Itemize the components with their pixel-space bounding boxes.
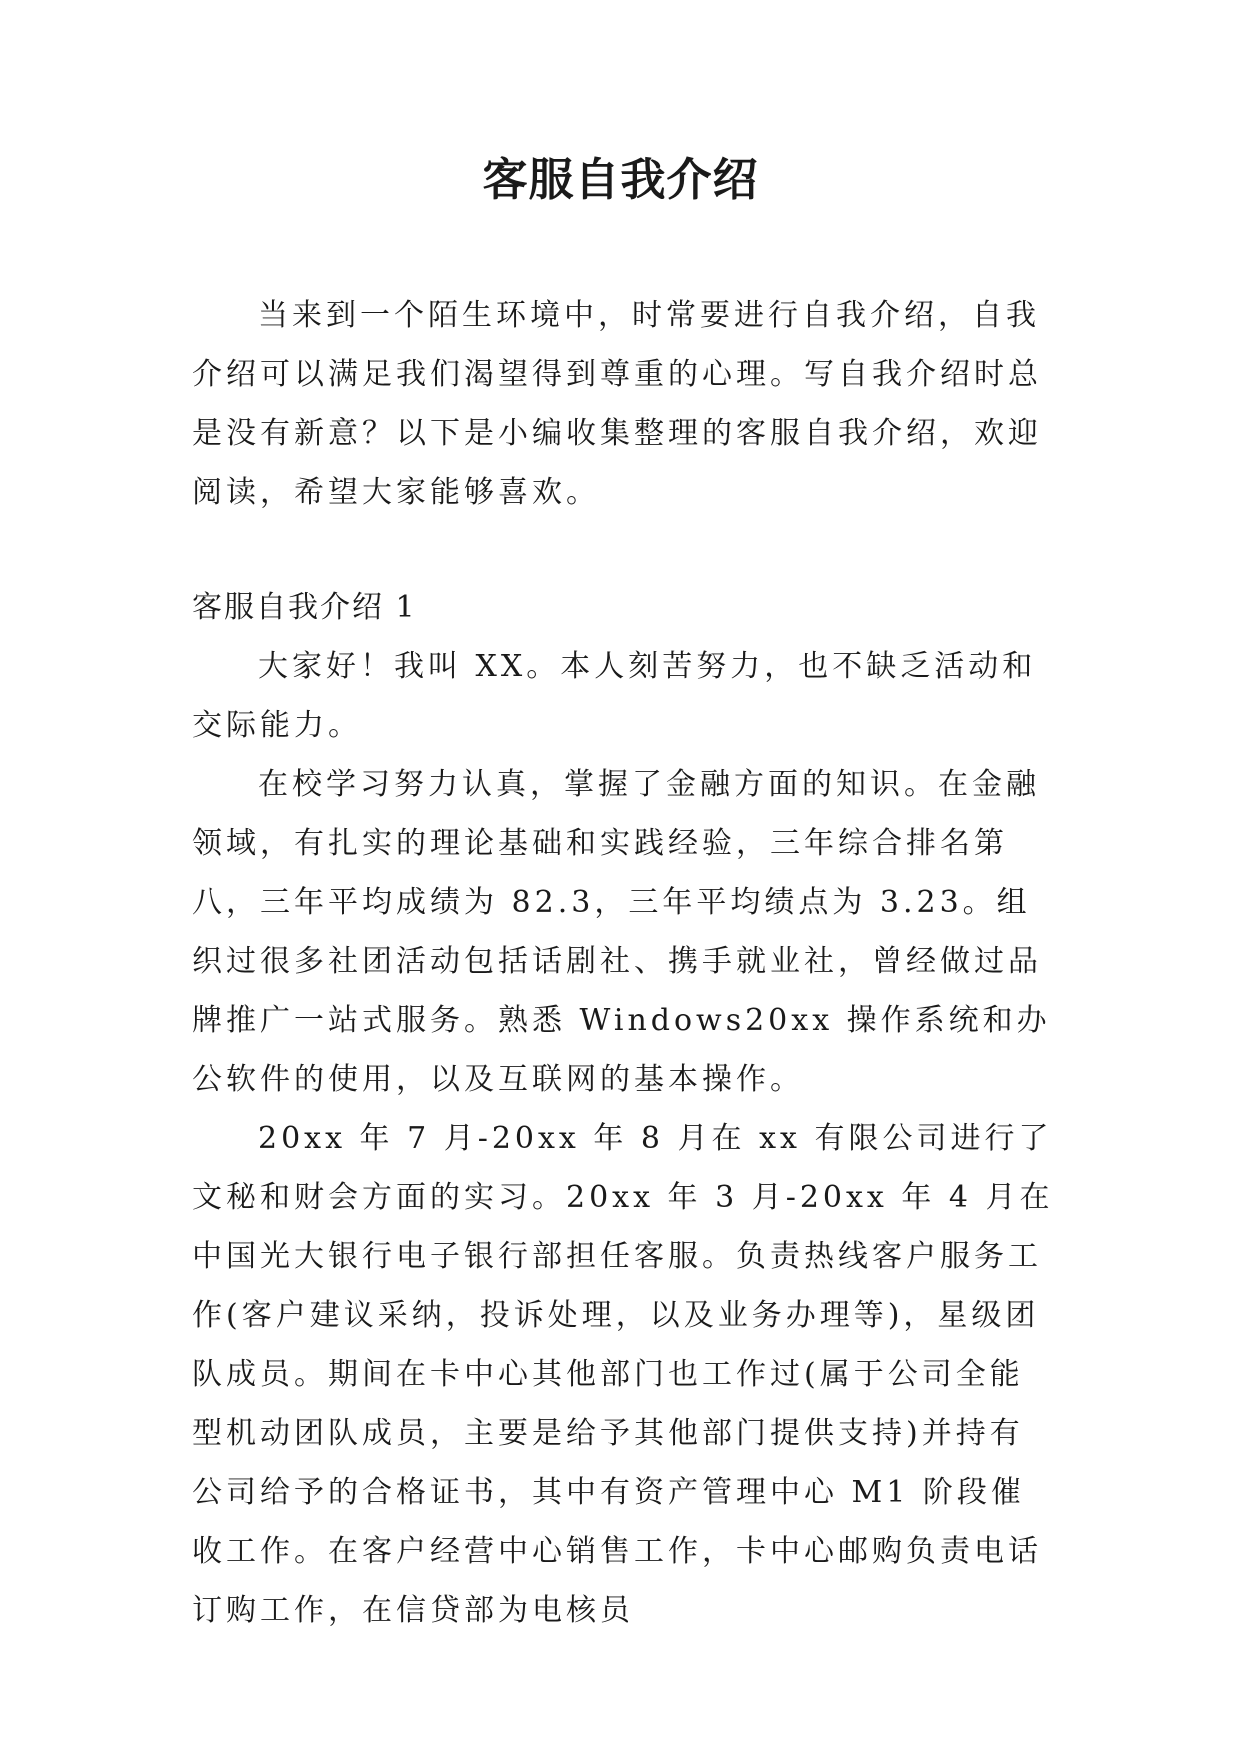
intro-section <box>192 286 1054 522</box>
section-paragraph-3: 20xx 年 7 月-20xx 年 8 月在 xx 有限公司进行了文秘和财会方面的实习。20xx 年 3 月-20xx 年 4 月在中国光大银行电子银行部担任客服。负责热线客户服务工作(客户建议采纳，投诉处理，以及业务办理等)，星级团队成员。期间在卡中心其他部门也工作过(属于公司全能型机动团队成员，主要是给予其他部门提供支持)并持有公司给予的合格证书，其中有资产管理中心 M1 阶段催收工作。在客户经营中心销售工作，卡中心邮购负责电话订购工作，在信贷部为电核员 <box>192 1121 1054 1628</box>
section-paragraph-2: 在校学习努力认真，掌握了金融方面的知识。在金融领域，有扎实的理论基础和实践经验，三年综合排名第八，三年平均成绩为 82.3，三年平均绩点为 3.23。组织过很多社团活动包括话剧社、携手就业社，曾经做过品牌推广一站式服务。熟悉 Windows20xx 操作系统和办公软件的使用，以及互联网的基本操作。 <box>192 767 1051 1097</box>
section-paragraph-1: 大家好！我叫 XX。本人刻苦努力，也不缺乏活动和交际能力。 <box>192 649 1037 743</box>
intro-paragraph: 当来到一个陌生环境中，时常要进行自我介绍，自我介绍可以满足我们渴望得到尊重的心理。写自我介绍时总是没有新意？以下是小编收集整理的客服自我介绍，欢迎阅读，希望大家能够喜欢。 <box>192 298 1042 510</box>
section-body <box>192 637 1054 1640</box>
document-title: 客服自我介绍 <box>482 153 759 206</box>
section-heading: 客服自我介绍 1 <box>192 590 417 625</box>
